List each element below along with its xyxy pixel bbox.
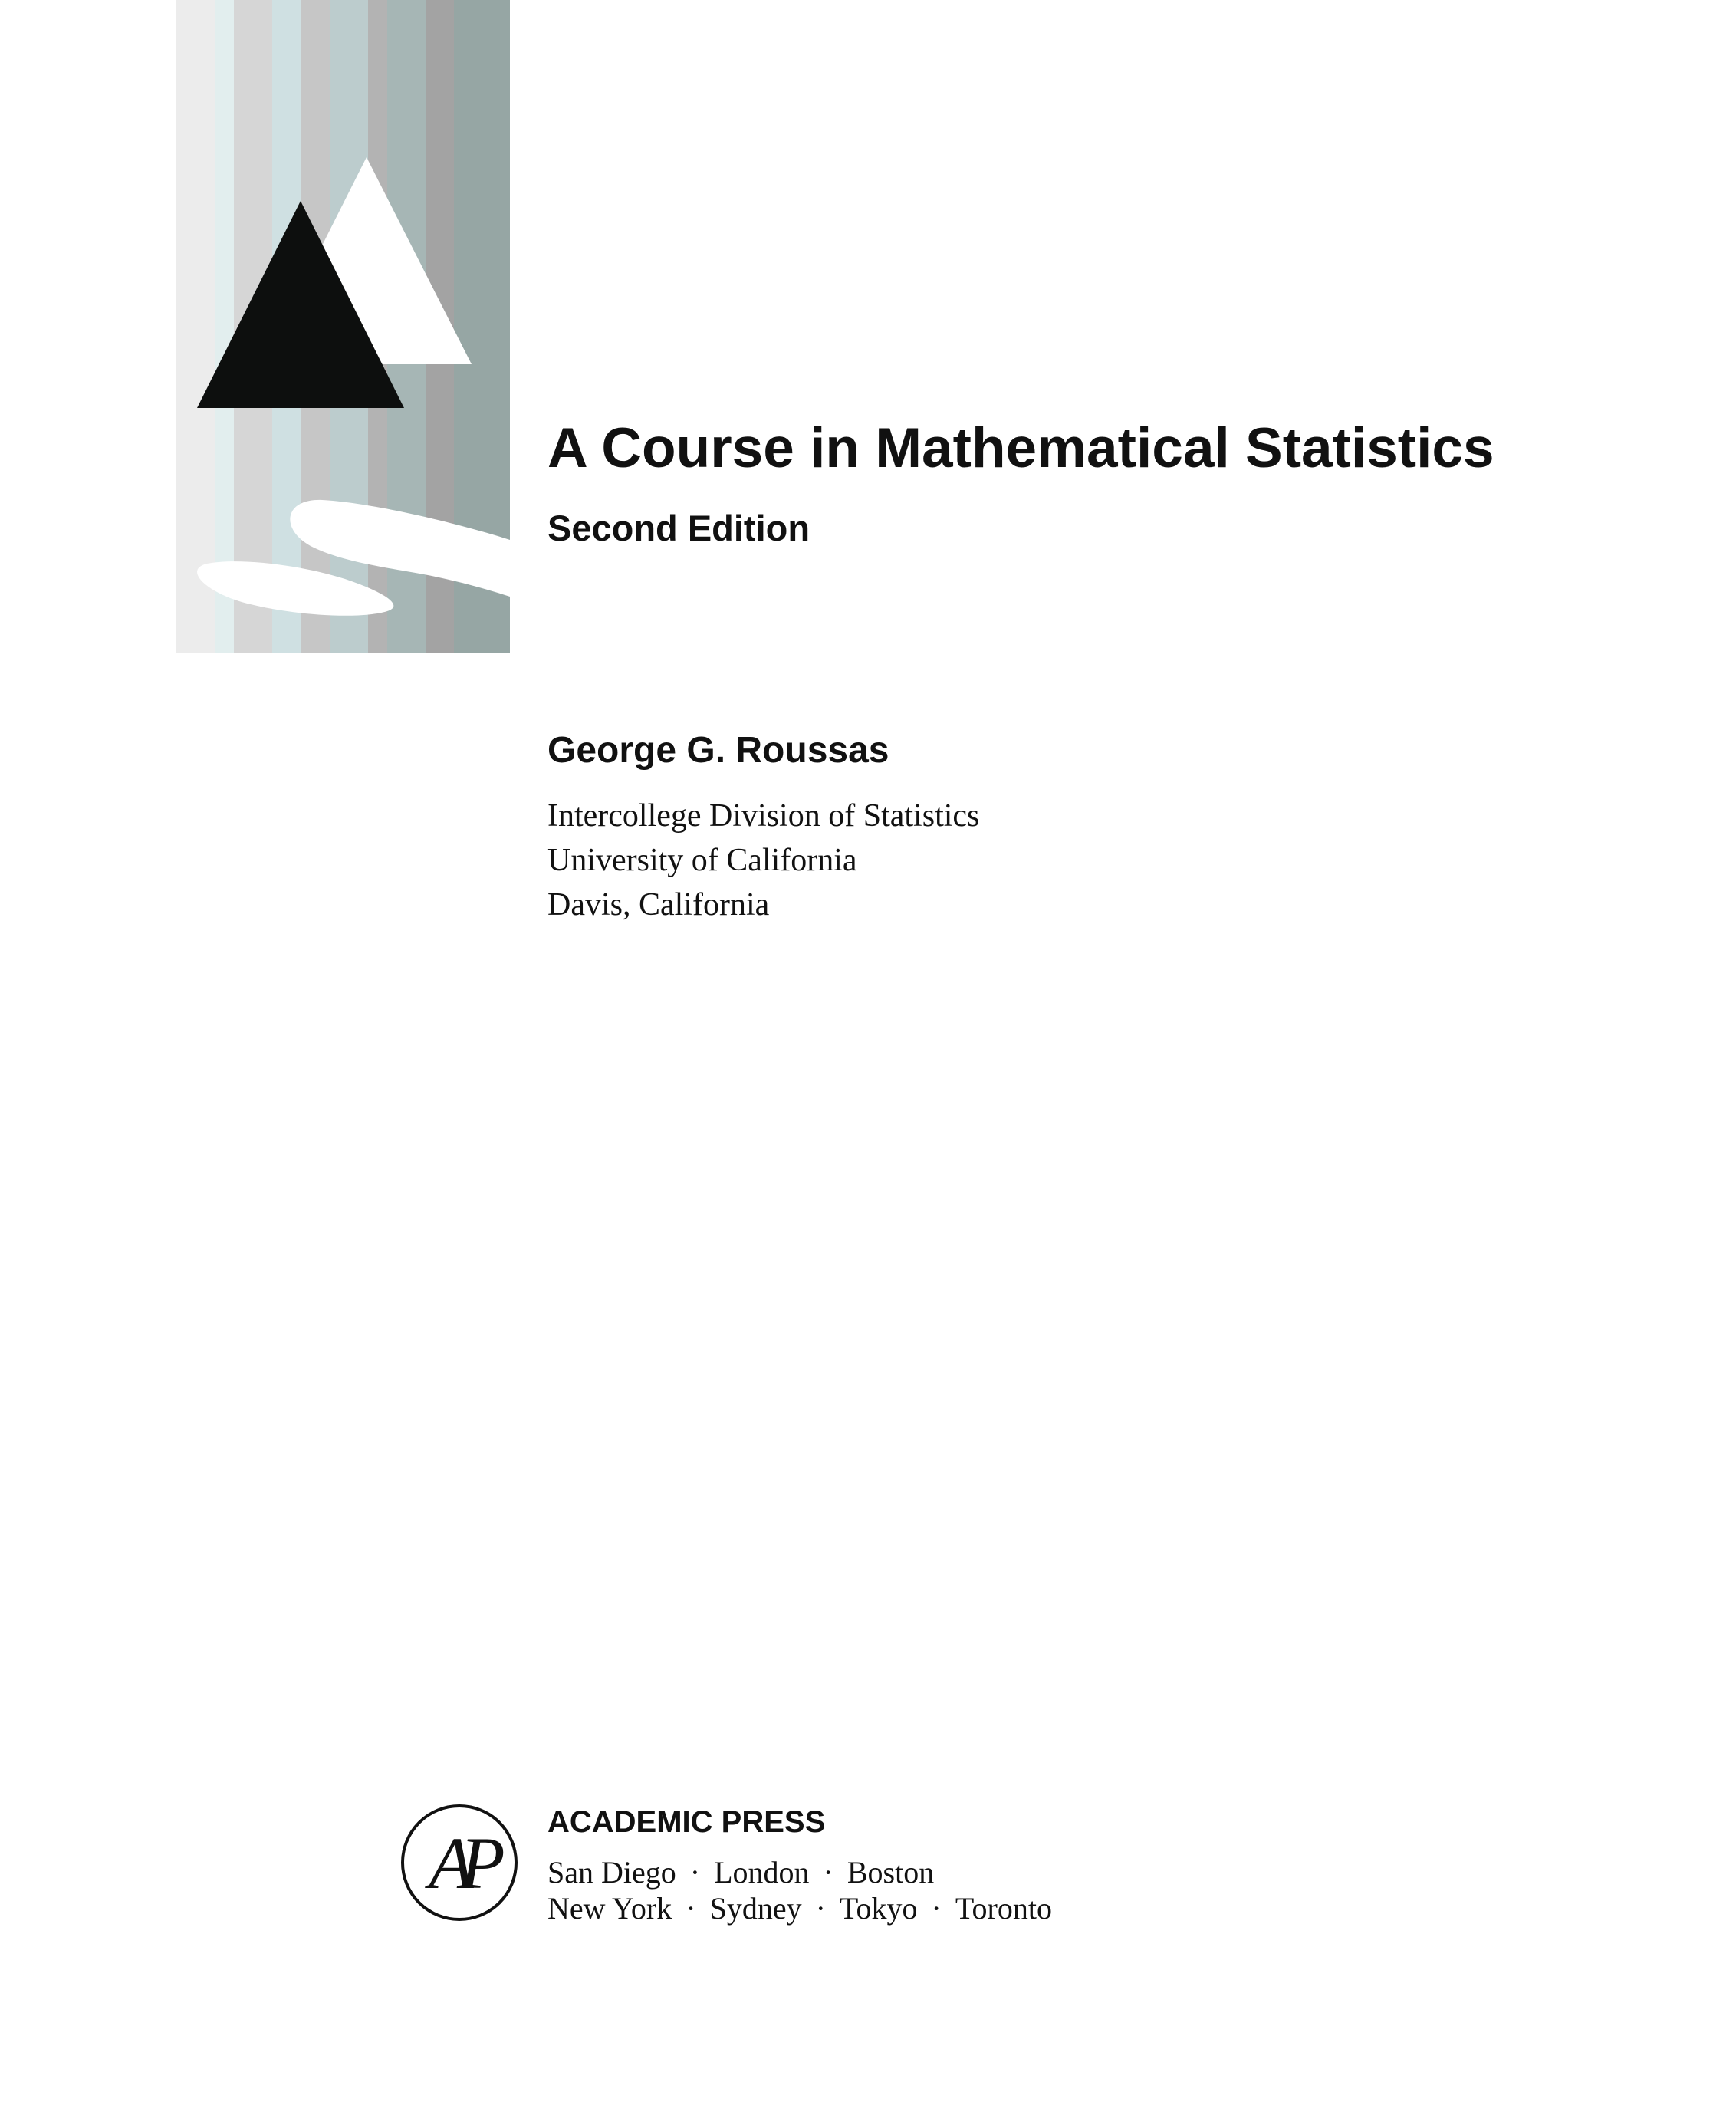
cover-illustration-svg	[176, 0, 510, 653]
cover-stripe	[215, 0, 235, 653]
svg-text:AP: AP	[429, 1822, 492, 1904]
city-separator: ·	[689, 1855, 701, 1890]
city-separator: ·	[823, 1855, 833, 1890]
cover-illustration	[176, 0, 510, 653]
city: New York	[547, 1891, 672, 1926]
affiliation-line: University of California	[547, 843, 857, 878]
city-separator: ·	[931, 1891, 942, 1926]
publisher-name: ACADEMIC PRESS	[547, 1805, 826, 1839]
cover-stripe	[176, 0, 215, 653]
affiliation-line: Intercollege Division of Statistics	[547, 798, 980, 834]
book-edition: Second Edition	[547, 508, 810, 548]
city-separator: ·	[815, 1891, 826, 1926]
city: Tokyo	[839, 1891, 918, 1926]
city: Boston	[847, 1855, 935, 1890]
affiliation-line: Davis, California	[547, 887, 770, 923]
author-name: George G. Roussas	[547, 730, 889, 771]
academic-press-logo	[399, 1802, 520, 1923]
author-affiliation	[547, 794, 979, 927]
city-line	[547, 1854, 1052, 1890]
city-line	[547, 1890, 1052, 1926]
city: San Diego	[547, 1855, 676, 1890]
city-separator: ·	[686, 1891, 696, 1926]
city: Toronto	[955, 1891, 1052, 1926]
publisher-cities	[547, 1854, 1052, 1926]
ap-logo-icon	[399, 1802, 520, 1923]
book-title: A Course in Mathematical Statistics	[547, 417, 1494, 479]
city: London	[714, 1855, 810, 1890]
city: Sydney	[709, 1891, 802, 1926]
